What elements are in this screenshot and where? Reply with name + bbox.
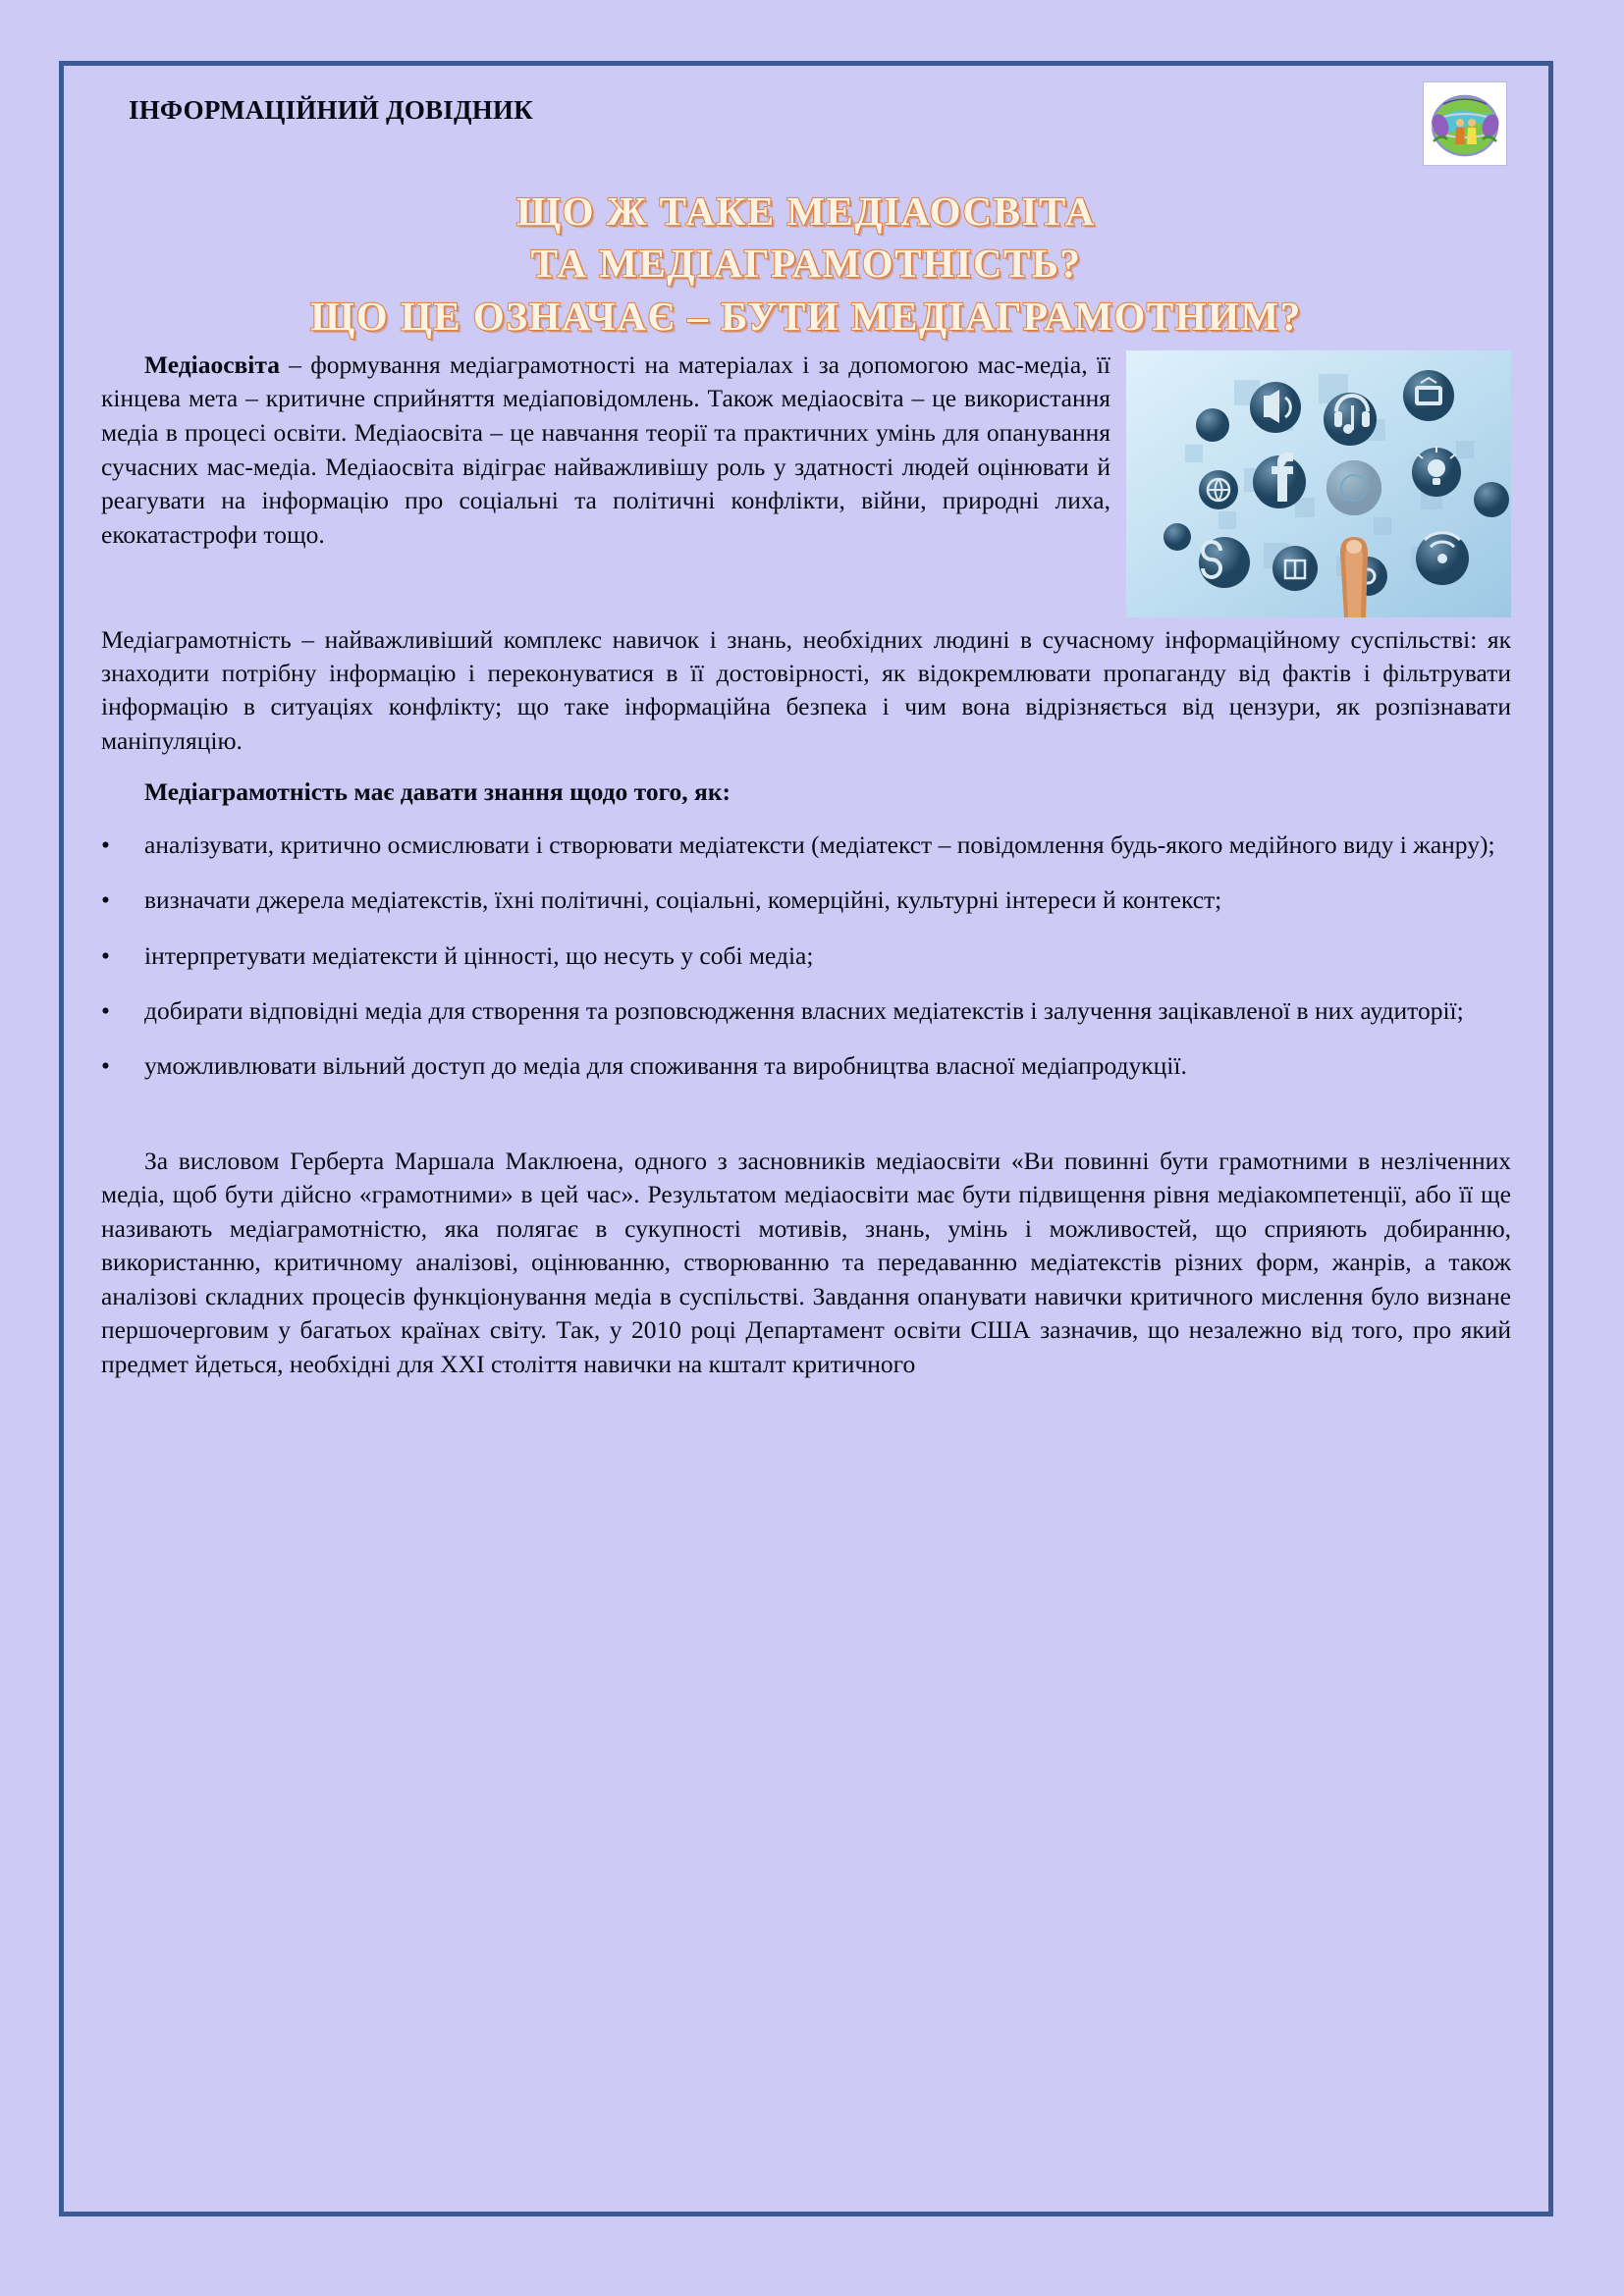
bullet-marker: • — [101, 1051, 110, 1081]
list-item — [101, 994, 1511, 1028]
paragraph-2: Медіаграмотність – найважливіший комплекс навичок і знань, необхідних людині в сучасному інформаційному суспільстві: як знаходити потрібну інформацію і переконуватися в її достовірності, як відокремлювати пропаганду від фактів і фільтрувати інформацію в ситуаціях конфлікту; що таке інформаційна безпека і чим вона відрізняється від цензури, як розпізнавати маніпуляцію. — [101, 624, 1511, 755]
list-item-text: уможливлювати вільний доступ до медіа для споживання та виробництва власної медіапродукції. — [144, 1051, 1187, 1081]
bullet-marker: • — [101, 885, 110, 915]
title-line-3: ЩО ЦЕ ОЗНАЧАЄ – БУТИ МЕДІАГРАМОТНИМ? — [310, 293, 1302, 339]
list-item-text: визначати джерела медіатекстів, їхні політичні, соціальні, комерційні, культурні інтереси й контекст; — [144, 885, 1222, 915]
title-line-1: ЩО Ж ТАКЕ МЕДІАОСВІТА — [516, 188, 1096, 234]
paragraph-1-lead-term: Медіаосвіта — [144, 349, 280, 379]
paragraph-3-text: За висловом Герберта Маршала Маклюена, одного з засновників медіаосвіти «Ви повинні бути грамотними в незліченних медіа, щоб бути дійсно «грамотними» в цей час». Результатом медіаосвіти має бути підвищення рівня медіакомпетенції, або її ще називають медіаграмотністю, яка полягає в сукупності мотивів, знань, умінь і можливостей, що сприяють добиранню, використанню, критичному аналізові, оцінюванню, створюванню та передаванню медіатекстів різних форм, жанрів, а також аналізові складних процесів функціонування медіа в суспільстві. Завдання опанувати навички критичного мислення було визнане першочерговим у багатьох країнах світу. Так, у 2010 році Департамент освіти США зазначив, що незалежно від того, про який предмет йдеться, необхідні для XXI століття навички на кшталт критичного — [101, 1146, 1511, 1378]
document-kicker: ІНФОРМАЦІЙНИЙ ДОВІДНИК — [129, 95, 533, 125]
list-item — [101, 939, 1511, 973]
list-item-text: добирати відповідні медіа для створення та розповсюдження власних медіатекстів і залучення зацікавленої в них аудиторії; — [144, 995, 1464, 1025]
page-header — [93, 87, 1519, 178]
subheading-media-literacy — [101, 777, 1511, 807]
page-inner — [64, 66, 1548, 2212]
paragraph-3 — [101, 1145, 1511, 1382]
document-page — [59, 61, 1553, 2216]
body-content — [93, 348, 1519, 1382]
page-title — [93, 186, 1519, 348]
media-icons-photo — [1126, 350, 1511, 617]
bullet-marker: • — [101, 995, 110, 1025]
bullet-list — [101, 828, 1511, 1083]
bullet-marker: • — [101, 830, 110, 860]
list-item-text: аналізувати, критично осмислювати і створювати медіатексти (медіатекст – повідомлення будь-якого медійного виду і жанру); — [144, 830, 1495, 860]
list-item — [101, 1049, 1511, 1083]
list-item — [101, 828, 1511, 862]
final-paragraph-block — [101, 1145, 1511, 1382]
emblem-logo-icon — [1423, 81, 1507, 166]
bullet-marker: • — [101, 940, 110, 970]
paragraph-1-text: – формування медіаграмотності на матеріалах і за допомогою мас-медіа, її кінцева мета – критичне сприйняття медіаповідомлень. Також медіаосвіта – це використання медіа в процесі освіти. Медіаосвіта – це навчання теорії та практичних умінь для опанування сучасних мас-медіа. Медіаосвіта відіграє найважливішу роль у здатності людей оцінювати й реагувати на інформацію про соціальні та політичні конфлікти, війни, природні лиха, екокатастрофи тощо. — [101, 349, 1110, 549]
list-item — [101, 883, 1511, 917]
list-item-text: інтерпретувати медіатексти й цінності, що несуть у собі медіа; — [144, 940, 814, 970]
subheading-text: Медіаграмотність має давати знання щодо того, як: — [144, 777, 731, 807]
title-line-2: ТА МЕДІАГРАМОТНІСТЬ? — [530, 240, 1082, 287]
